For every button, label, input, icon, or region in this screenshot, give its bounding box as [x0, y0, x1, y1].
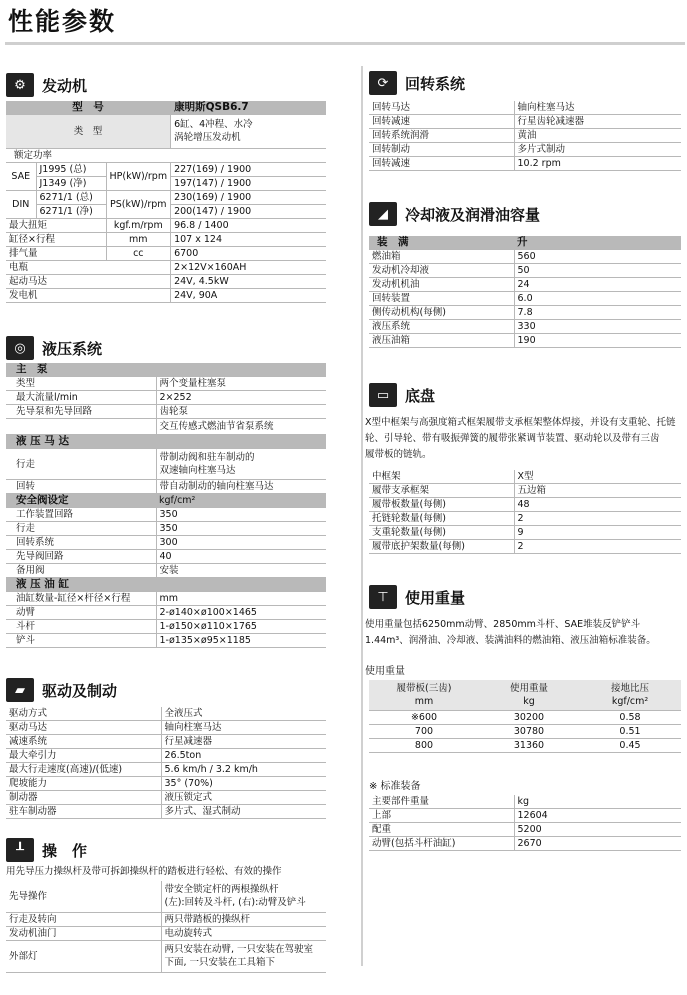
pump-row-value: 2×252	[156, 391, 326, 405]
coolant-row-label: 回转装置	[369, 292, 514, 306]
component-row-label: 动臂(包括斗杆油缸)	[369, 837, 514, 851]
din-label: DIN	[6, 191, 36, 219]
lamp-value-2: 下面, 一只安装在工具箱下	[161, 956, 326, 973]
chassis-title: 底盘	[405, 386, 436, 405]
type-label: 类 型	[6, 115, 171, 149]
travel-motor-label: 行走	[6, 449, 156, 480]
pump-row-value: 齿轮泵	[156, 405, 326, 419]
type-value-2: 涡轮增压发动机	[171, 131, 326, 149]
din1-value: 230(169) / 1900	[171, 191, 326, 205]
drive-row-label: 制动器	[6, 791, 161, 805]
bore-value: 107 x 124	[171, 233, 326, 247]
bore-label: 缸径×行程	[6, 233, 106, 247]
throttle-value: 电动旋转式	[161, 927, 326, 941]
drive-row-value: 5.6 km/h / 3.2 km/h	[161, 763, 326, 777]
coolant-header-1: 装 满	[369, 236, 514, 250]
drive-table	[6, 707, 326, 819]
weight-desc-1: 使用重量包括6250mm动臂、2850mm斗杆、SAE堆装反铲铲斗	[365, 619, 641, 630]
weight-cell: 30200	[479, 711, 579, 725]
chassis-desc-2: 轮、引导轮、带有吸振弹簧的履带张紧调节装置、驱动轮以及带有三齿	[365, 433, 660, 444]
weight-table	[369, 680, 681, 753]
crane-icon: ◢	[369, 202, 397, 226]
pressure-unit: kgf/cm²	[579, 695, 681, 711]
cylinder-row-label: 铲斗	[6, 634, 156, 648]
weight-title: 使用重量	[405, 588, 466, 607]
engine-title: 发动机	[42, 76, 88, 95]
pump-row-label: 最大流量l/min	[6, 391, 156, 405]
relief-row-value: 300	[156, 536, 326, 550]
torque-unit: kgf.m/rpm	[106, 219, 171, 233]
operation-table	[6, 881, 326, 973]
chassis-row-label: 支重轮数量(每侧)	[369, 526, 514, 540]
component-row-label: 上部	[369, 809, 514, 823]
swing-motor-label: 回转	[6, 480, 156, 494]
standard-note: ※ 标准装备	[369, 781, 421, 792]
engine-section-header	[6, 70, 87, 100]
sae-label: SAE	[6, 163, 36, 191]
component-row-value: 5200	[514, 823, 681, 837]
coolant-section-header	[369, 199, 540, 229]
j1995-value: 227(169) / 1900	[171, 163, 326, 177]
ps-unit: PS(kW)/rpm	[106, 191, 171, 219]
swing-row-label: 回转马达	[369, 101, 514, 115]
drive-row-label: 驻车制动器	[6, 805, 161, 819]
travel-motor-value-2: 双速轴向柱塞马达	[156, 464, 326, 480]
chassis-row-value: 2	[514, 540, 681, 554]
component-row-label: 配重	[369, 823, 514, 837]
alternator-label: 发电机	[6, 289, 171, 303]
hydraulic-table	[6, 363, 326, 648]
torque-value: 96.8 / 1400	[171, 219, 326, 233]
chassis-row-label: 履带底护架数量(每侧)	[369, 540, 514, 554]
coolant-row-value: 7.8	[514, 306, 681, 320]
travel-motor-value-1: 带制动阀和驻车制动的	[156, 449, 326, 465]
engine-table	[6, 101, 326, 303]
battery-label: 电瓶	[6, 261, 171, 275]
relief-row-value: 350	[156, 508, 326, 522]
weight-desc-2: 1.44m³、润滑油、冷却液、装满油料的燃油箱、液压油箱标准装备。	[365, 635, 656, 646]
din2-label: 6271/1 (净)	[36, 205, 106, 219]
j1349-label: J1349 (净)	[36, 177, 106, 191]
chassis-section-header	[369, 380, 435, 410]
coolant-row-value: 330	[514, 320, 681, 334]
coolant-row-label: 液压油箱	[369, 334, 514, 348]
weight-section-header	[369, 582, 465, 612]
component-row-label: 主要部件重量	[369, 795, 514, 809]
coolant-row-label: 燃油箱	[369, 250, 514, 264]
cylinder-row-label: 动臂	[6, 606, 156, 620]
din2-value: 200(147) / 1900	[171, 205, 326, 219]
swing-row-value: 多片式制动	[514, 143, 681, 157]
model-value: 康明斯QSB6.7	[171, 101, 326, 115]
cylinder-row-label: 斗杆	[6, 620, 156, 634]
coolant-row-value: 560	[514, 250, 681, 264]
coolant-row-value: 6.0	[514, 292, 681, 306]
operation-title: 操 作	[42, 841, 88, 860]
weight-cell: 700	[369, 725, 479, 739]
travel-steer-value: 两只带踏板的操纵杆	[161, 913, 326, 927]
coolant-row-value: 24	[514, 278, 681, 292]
component-row-value: kg	[514, 795, 681, 809]
pilot-value-2: (左):回转及斗杆, (右):动臂及铲斗	[161, 896, 326, 913]
j1349-value: 197(147) / 1900	[171, 177, 326, 191]
relief-row-label: 行走	[6, 522, 156, 536]
drive-row-value: 全液压式	[161, 707, 326, 721]
starter-label: 起动马达	[6, 275, 171, 289]
type-value-1: 6缸、4冲程、水冷	[171, 115, 326, 132]
cylinder-row-value: 1-ø150×ø110×1765	[156, 620, 326, 634]
operation-description: 用先导压力操纵杆及带可拆卸操纵杆的踏板进行轻松、有效的操作	[6, 866, 282, 877]
cylinder-row-value: 2-ø140×ø100×1465	[156, 606, 326, 620]
din1-label: 6271/1 (总)	[36, 191, 106, 205]
battery-value: 2×12V×160AH	[171, 261, 326, 275]
relief-row-label: 先导阀回路	[6, 550, 156, 564]
coolant-row-label: 液压系统	[369, 320, 514, 334]
hydraulic-title: 液压系统	[42, 339, 103, 358]
relief-row-label: 回转系统	[6, 536, 156, 550]
relief-unit: kgf/cm²	[156, 494, 326, 508]
drive-row-label: 驱动马达	[6, 721, 161, 735]
starter-value: 24V, 4.5kW	[171, 275, 326, 289]
pressure-header: 接地比压	[579, 680, 681, 695]
rated-power-label: 额定功率	[6, 149, 326, 163]
swing-row-label: 回转系统润滑	[369, 129, 514, 143]
coolant-row-label: 发动机冷却液	[369, 264, 514, 278]
drive-row-label: 爬坡能力	[6, 777, 161, 791]
weight-header: 使用重量	[479, 680, 579, 695]
weight-cell: 0.51	[579, 725, 681, 739]
drive-row-value: 轴向柱塞马达	[161, 721, 326, 735]
weight-cell: 30780	[479, 725, 579, 739]
component-row-value: 12604	[514, 809, 681, 823]
pump-row-label	[6, 419, 156, 435]
hp-unit: HP(kW)/rpm	[106, 163, 171, 191]
disp-label: 排气量	[6, 247, 106, 261]
gauge-icon: ◎	[6, 336, 34, 360]
weight-cell: 800	[369, 739, 479, 753]
swing-row-value: 黄油	[514, 129, 681, 143]
coolant-title: 冷却液及润滑油容量	[405, 205, 541, 224]
swing-table	[369, 101, 681, 171]
chassis-row-value: 9	[514, 526, 681, 540]
chassis-row-value: 48	[514, 498, 681, 512]
joystick-icon: ┸	[6, 838, 34, 862]
component-row-value: 2670	[514, 837, 681, 851]
chassis-row-value: 2	[514, 512, 681, 526]
motor-header: 液 压 马 达	[6, 435, 326, 449]
chassis-row-label: 中框架	[369, 470, 514, 484]
lamp-label: 外部灯	[6, 941, 161, 973]
travel-steer-label: 行走及转向	[6, 913, 161, 927]
hydraulic-section-header	[6, 333, 102, 363]
weight-cell: 31360	[479, 739, 579, 753]
coolant-row-value: 50	[514, 264, 681, 278]
cylinder-header: 液 压 油 缸	[6, 578, 326, 592]
swing-motor-value: 带自动制动的轴向柱塞马达	[156, 480, 326, 494]
chassis-row-label: 履带板数量(每侧)	[369, 498, 514, 512]
throttle-label: 发动机油门	[6, 927, 161, 941]
drive-row-label: 减速系统	[6, 735, 161, 749]
relief-row-value: 40	[156, 550, 326, 564]
chassis-desc-3: 履带板的链轨。	[365, 449, 432, 460]
weight-icon: ⊤	[369, 585, 397, 609]
drive-row-value: 26.5ton	[161, 749, 326, 763]
column-divider	[361, 66, 363, 966]
drive-row-value: 35° (70%)	[161, 777, 326, 791]
j1995-label: J1995 (总)	[36, 163, 106, 177]
cylinder-row-label: 油缸数量-缸径×杆径×行程	[6, 592, 156, 606]
component-weight-table	[369, 795, 681, 851]
swing-row-value: 轴向柱塞马达	[514, 101, 681, 115]
swing-title: 回转系统	[405, 74, 466, 93]
chassis-row-value: X型	[514, 470, 681, 484]
main-pump-header: 主 泵	[6, 363, 326, 377]
drive-row-label: 驱动方式	[6, 707, 161, 721]
swing-row-label: 回转减速	[369, 157, 514, 171]
swing-row-label: 回转制动	[369, 143, 514, 157]
rotate-icon: ⟳	[369, 71, 397, 95]
excavator-icon: ▰	[6, 678, 34, 702]
title-divider	[5, 42, 685, 45]
disp-value: 6700	[171, 247, 326, 261]
drive-row-value: 液压锁定式	[161, 791, 326, 805]
relief-header: 安全阀设定	[6, 494, 156, 508]
pilot-value-1: 带安全锁定杆的两根操纵杆	[161, 881, 326, 896]
page-title: 性能参数	[8, 7, 117, 36]
drive-section-header	[6, 675, 117, 705]
lamp-value-1: 两只安装在动臂, 一只安装在驾驶室	[161, 941, 326, 957]
swing-row-label: 回转减速	[369, 115, 514, 129]
shoe-unit: mm	[369, 695, 479, 711]
chassis-desc-1: X型中框架与高强度箱式框架履带支承框架整体焊接，并设有支重轮、托链	[365, 417, 676, 428]
cylinder-row-value: mm	[156, 592, 326, 606]
relief-row-value: 安装	[156, 564, 326, 578]
bore-unit: mm	[106, 233, 171, 247]
drive-row-value: 多片式、湿式制动	[161, 805, 326, 819]
torque-label: 最大扭矩	[6, 219, 106, 233]
pump-row-label: 类型	[6, 377, 156, 391]
pump-row-label: 先导泵和先导回路	[6, 405, 156, 419]
drive-row-label: 最大牵引力	[6, 749, 161, 763]
coolant-header-2: 升	[514, 236, 681, 250]
weight-unit: kg	[479, 695, 579, 711]
swing-row-value: 行星齿轮减速器	[514, 115, 681, 129]
drive-row-value: 行星减速器	[161, 735, 326, 749]
swing-row-value: 10.2 rpm	[514, 157, 681, 171]
shoe-header: 履带板(三齿)	[369, 680, 479, 695]
pump-row-value: 两个变量柱塞泵	[156, 377, 326, 391]
relief-row-value: 350	[156, 522, 326, 536]
chassis-row-label: 托链轮数量(每侧)	[369, 512, 514, 526]
swing-section-header	[369, 68, 465, 98]
pilot-label: 先导操作	[6, 881, 161, 913]
chassis-row-label: 履带支承框架	[369, 484, 514, 498]
weight-cell: ※600	[369, 711, 479, 725]
cylinder-row-value: 1-ø135×ø95×1185	[156, 634, 326, 648]
weight-cell: 0.58	[579, 711, 681, 725]
pump-row-value: 交互传感式燃油节省泵系统	[156, 419, 326, 435]
track-icon: ▭	[369, 383, 397, 407]
chassis-table	[369, 470, 681, 554]
coolant-row-value: 190	[514, 334, 681, 348]
weight-subtitle: 使用重量	[365, 666, 405, 677]
relief-row-label: 工作装置回路	[6, 508, 156, 522]
coolant-table	[369, 236, 681, 348]
drive-row-label: 最大行走速度(高速)/(低速)	[6, 763, 161, 777]
chassis-row-value: 五边箱	[514, 484, 681, 498]
relief-row-label: 备用阀	[6, 564, 156, 578]
operation-section-header	[6, 835, 87, 865]
weight-cell: 0.45	[579, 739, 681, 753]
alternator-value: 24V, 90A	[171, 289, 326, 303]
disp-unit: cc	[106, 247, 171, 261]
drive-title: 驱动及制动	[42, 681, 118, 700]
coolant-row-label: 侧传动机构(每侧)	[369, 306, 514, 320]
coolant-row-label: 发动机机油	[369, 278, 514, 292]
engine-icon: ⚙	[6, 73, 34, 97]
model-label: 型 号	[6, 101, 171, 115]
